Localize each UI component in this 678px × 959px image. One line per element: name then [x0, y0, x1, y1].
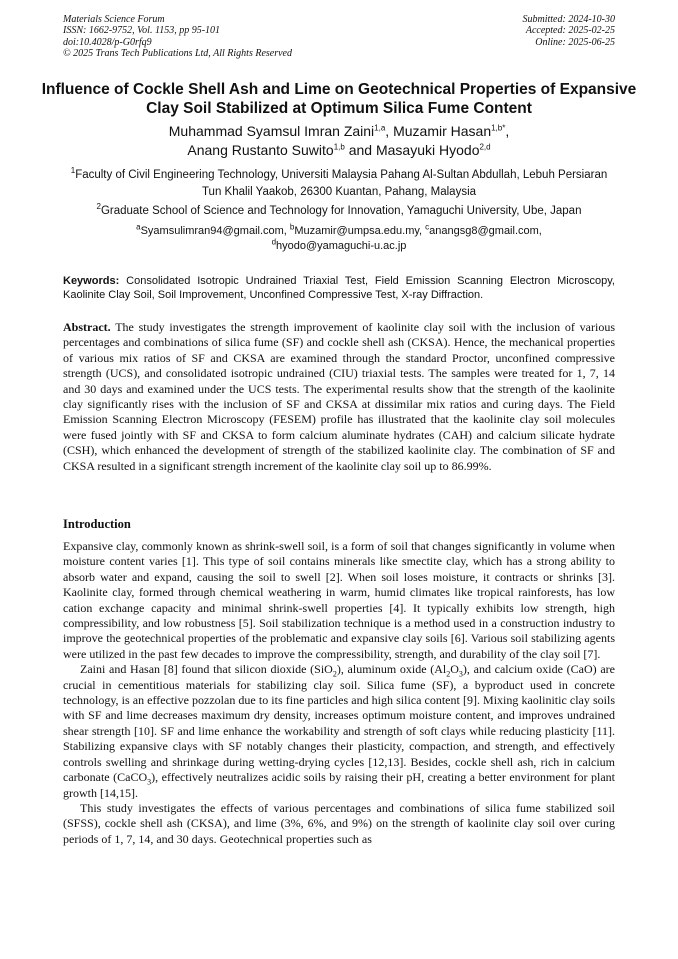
paragraph: This study investigates the effects of various percentages and combinations of silica fume stabilized soil (SFSS), cockle shell ash (CKSA), and lime (3%, 6%, and 9%) on the strength of kaolinite clay soil over curing periods of 1, 7, 14, and 30 days. Geotechnical properties such as	[63, 800, 615, 846]
abstract-label: Abstract.	[63, 320, 111, 334]
affiliation-1	[60, 167, 618, 200]
text-run: O	[450, 662, 459, 677]
text-run: ), and calcium oxide (CaO) are crucial in cementitious materials for stabilizing clay soil. Silica fume (SF), a byproduct used in concrete technology, is an effective pozzolan due to its fine particles and high silica content [9]. Mixing kaolinitic clay soils with SF and lime decreases maximum dry density, increases optimum moisture content, and improves undrained shear strength [10]. SF and lime enhance the workability and strength of soft clays while reducing plasticity [11]. Stabilizing expansive clays with SF notably changes their plasticity, compaction, and strength, and effectively controls swelling and shrinkage during wetting-drying cycles [12,13]. Besides, cockle shell ash, rich in calcium carbonate (CaCO	[63, 662, 615, 785]
subscript: 2	[446, 669, 451, 679]
text-run: Zaini and Hasan [8] found that silicon dioxide (SiO	[80, 662, 333, 677]
abstract-text: The study investigates the strength improvement of kaolinite clay soil with the inclusion of various percentages and combinations of silica fume (SF) and cockle shell ash (CKSA). Hence, the mechanical properties of various mix ratios of SF and CKSA are examined through the standard Proctor, unconfined compressive strength (UCS), and consolidated isotropic undrained (CIU) triaxial tests. The samples were treated for 1, 7, 14 and 30 days and examined under the UCS tests. The experimental results show that the strength of the kaolinite clay significantly rises with the inclusion of SF and CKSA at dissimilar mix ratios and curing days. The Field Emission Scanning Electron Microscopy (FESEM) profile has illustrated that the kaolinite clay soil molecules were fused jointly with SF and CKSA to form calcium aluminate hydrates (CAH) and calcium silicate hydrate (CSH), which enhanced the development of strength of the stabilized kaolinite clay. The combination of SF and CKSA resulted in a significant strength increment of the kaolinite clay soil up to 86.99%.	[63, 320, 615, 473]
author-and: and	[348, 142, 373, 158]
introduction-body	[63, 539, 615, 847]
author-name: Anang Rustanto Suwito	[187, 142, 334, 158]
submitted-date: Submitted: 2024-10-30	[522, 14, 615, 25]
affiliation-text: Faculty of Civil Engineering Technology, Universiti Malaysia Pahang Al-Sultan Abdullah, Lebuh Persiaran Tun Khalil Yaakob, 26300 Kuantan, Pahang, Malaysia	[75, 169, 608, 198]
paper-title: Influence of Cockle Shell Ash and Lime on Geotechnical Properties of Expansive Clay Soil Stabilized at Optimum Silica Fume Content	[41, 81, 637, 117]
author-name: Muzamir Hasan	[393, 123, 492, 139]
subscript: 2	[332, 669, 337, 679]
author-sup: 1,b	[333, 142, 345, 152]
doi-line[interactable]: doi:10.4028/p-G0rfq9	[63, 36, 152, 48]
section-heading-introduction: Introduction	[63, 517, 131, 531]
subscript: 3	[458, 669, 463, 679]
author-name: Muhammad Syamsul Imran Zaini	[168, 123, 375, 139]
keywords	[63, 274, 615, 303]
text-run: ), aluminum oxide (Al	[336, 662, 447, 677]
email-sup: a	[136, 222, 141, 232]
author-sup: 2,d	[479, 142, 491, 152]
email-link[interactable]: Syamsulimran94@gmail.com,	[140, 225, 287, 237]
email-sup: d	[271, 237, 277, 247]
abstract	[63, 320, 615, 474]
online-date: Online: 2025-06-25	[535, 36, 615, 48]
journal-info	[63, 14, 292, 59]
email-sup: c	[425, 222, 430, 232]
author-name: Masayuki Hyodo	[375, 142, 480, 158]
affiliation-text: Graduate School of Science and Technology for Innovation, Yamaguchi University, Ube, Japan	[100, 205, 582, 217]
dates-info	[523, 14, 616, 48]
journal-name: Materials Science Forum	[63, 14, 165, 25]
paragraph	[63, 662, 615, 801]
email-sup: b	[289, 222, 295, 232]
keywords-text: Consolidated Isotropic Undrained Triaxial Test, Field Emission Scanning Electron Microscopy, Kaolinite Clay Soil, Soil Improvement, Unconfined Compressive Test, X-ray Diffraction.	[63, 275, 615, 302]
issn-line: ISSN: 1662-9752, Vol. 1153, pp 95-101	[63, 25, 221, 37]
author-list: Muhammad Syamsul Imran Zaini$^{1,a}$, Muzamir Hasan$^{1,b*}$, Anang Rustanto Suwito$^{1,b}$ and Masayuki Hyodo$^{2,d}$	[168, 123, 510, 158]
email-list	[60, 224, 618, 254]
affiliation-sup: 2	[96, 202, 101, 212]
email-link[interactable]: hyodo@yamaguchi-u.ac.jp	[276, 240, 407, 252]
paragraph: Expansive clay, commonly known as shrink-swell soil, is a form of soil that changes significantly in volume when moisture content varies [1]. This type of soil contains minerals like smectite clay, which has a strong ability to absorb water and expand, causing the soil to swell [2]. When soil loses moisture, it contracts or shrinks [3]. Kaolinite clay, formed through chemical weathering in warm, humid climates like tropical rainforests, has low cation exchange capacity and minimal shrink-swell properties [4]. It typically exhibits low strength, high compressibility, and low robustness [5]. Soil stabilization technique is a method used in a construction industry to improve the geotechnical properties of the problematic and expansive clay soils [6]. Various soil stabilizing agents were utilized in the past few decades to improve the compressibility, strength, and durability of the clay soil [7].	[63, 539, 615, 661]
author-sup: 1,b*	[491, 123, 506, 133]
copyright-line: © 2025 Trans Tech Publications Ltd, All Rights Reserved	[63, 47, 292, 59]
subscript: 3	[147, 777, 152, 787]
email-link[interactable]: Muzamir@umpsa.edu.my,	[294, 225, 423, 237]
affiliation-2	[60, 203, 618, 220]
keywords-label: Keywords:	[63, 275, 120, 287]
affiliation-sup: 1	[70, 166, 76, 176]
email-link[interactable]: anangsg8@gmail.com,	[429, 225, 542, 237]
text-run: ), effectively neutralizes acidic soils by raising their pH, creating a better environment for plant growth [14,15].	[63, 770, 615, 800]
author-sup: 1,a	[374, 123, 386, 133]
accepted-date: Accepted: 2025-02-25	[525, 25, 615, 37]
